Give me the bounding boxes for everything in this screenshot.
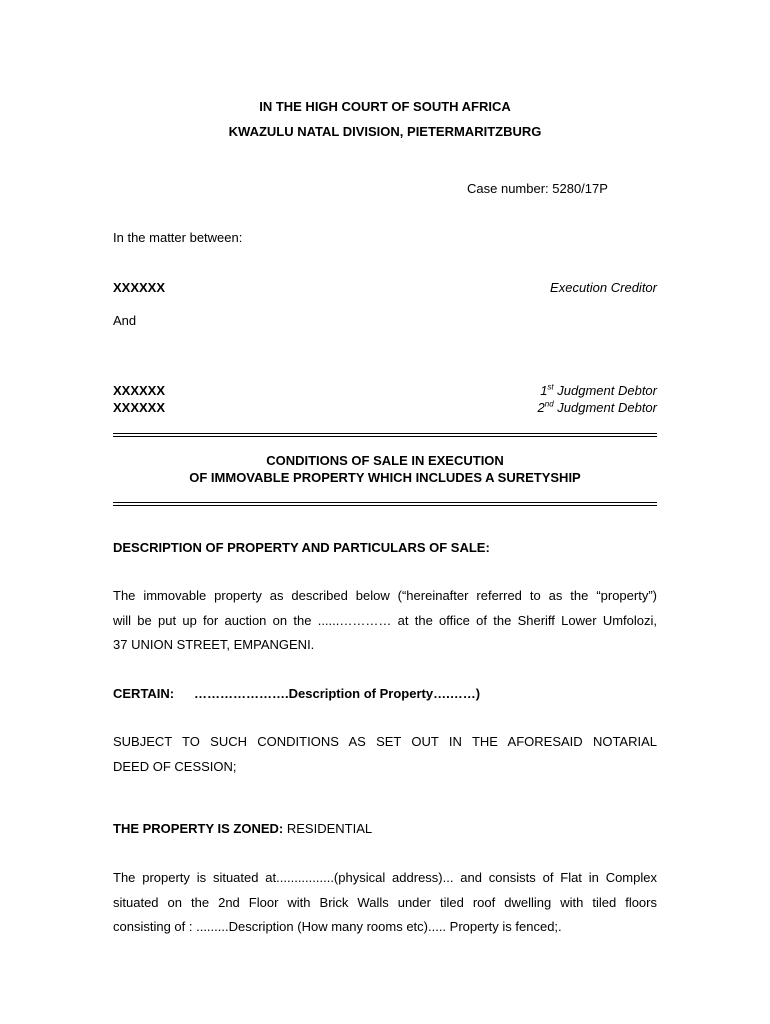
creditor-role: Execution Creditor [550, 280, 657, 295]
creditor-name: XXXXXX [113, 280, 166, 295]
situation-paragraph: The property is situated at................(physical address)... and consists of Flat in Complex situated on the 2nd Floor with Brick Walls under tiled roof dwelling with tiled floors consisting of : .........Description (How many rooms etc)..... Property is fenced;. [113, 870, 657, 934]
auction-paragraph: The immovable property as described below (“hereinafter referred to as the “property”) will be put up for auction on the ......………… at the office of the Sheriff Lower Umfolozi, 37 UNION STREET, EMPANGENI. [113, 588, 657, 652]
case-number: Case number: 5280/17P [467, 181, 608, 196]
divider-rule [113, 502, 657, 503]
matter-between: In the matter between: [113, 230, 243, 245]
debtor-2-name: XXXXXX [113, 400, 166, 415]
debtor-1-name: XXXXXX [113, 383, 166, 398]
conditions-subtitle: OF IMMOVABLE PROPERTY WHICH INCLUDES A SURETYSHIP [189, 470, 581, 485]
zoning-line: THE PROPERTY IS ZONED: RESIDENTIAL [113, 821, 373, 836]
divider-rule [113, 505, 657, 506]
debtor-2-role: 2nd Judgment Debtor [537, 399, 657, 415]
divider-rule [113, 433, 657, 434]
debtor-1-role: 1st Judgment Debtor [540, 382, 657, 398]
description-heading: DESCRIPTION OF PROPERTY AND PARTICULARS OF SALE: [113, 540, 490, 555]
court-division: KWAZULU NATAL DIVISION, PIETERMARITZBURG [228, 124, 542, 139]
certain-label: CERTAIN: [113, 686, 175, 701]
certain-value: ………………….Description of Property….……) [194, 686, 481, 701]
divider-rule [113, 436, 657, 437]
court-name: IN THE HIGH COURT OF SOUTH AFRICA [259, 99, 511, 114]
and-text: And [113, 313, 137, 328]
subject-paragraph: SUBJECT TO SUCH CONDITIONS AS SET OUT IN THE AFORESAID NOTARIAL DEED OF CESSION; [113, 734, 657, 774]
conditions-title: CONDITIONS OF SALE IN EXECUTION [266, 453, 504, 468]
